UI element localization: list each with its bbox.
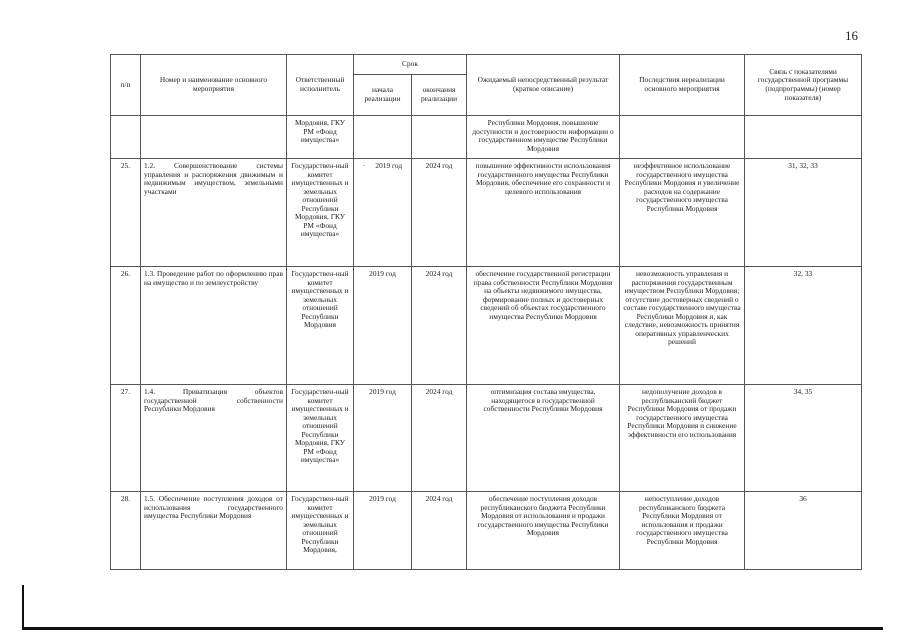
row-start: 2019 год bbox=[354, 267, 412, 385]
row-num bbox=[111, 116, 141, 159]
header-end: окончания реализации bbox=[412, 75, 467, 116]
row-num: 25. bbox=[111, 159, 141, 267]
row-name: 1.4. Приватизация объектов государственной собственности Республики Мордовия bbox=[141, 385, 287, 492]
row-indicators: 34, 35 bbox=[745, 385, 862, 492]
scan-edge-left bbox=[22, 585, 24, 629]
row-end: 2024 год bbox=[412, 492, 467, 570]
table-row bbox=[111, 492, 862, 570]
header-name: Номер и наименование основного мероприятия bbox=[141, 55, 287, 116]
header-result: Ожидаемый непосредственный результат (краткое описание) bbox=[467, 55, 620, 116]
row-executor: Мордовия, ГКУ РМ «Фонд имущества» bbox=[287, 116, 354, 159]
row-end: 2024 год bbox=[412, 385, 467, 492]
row-consequences: непоступление доходов республиканского бюджета Республики Мордовия от использования и продажи государственного имущества Республики Мордовия bbox=[620, 492, 745, 570]
row-result: обеспечение поступления доходов республиканского бюджета Республики Мордовия от использования и продажи государственного имущества Республики Мордовия bbox=[467, 492, 620, 570]
header-term: Срок bbox=[354, 55, 467, 75]
row-indicators bbox=[745, 116, 862, 159]
row-indicators: 31, 32, 33 bbox=[745, 159, 862, 267]
events-table bbox=[110, 54, 862, 570]
table-row bbox=[111, 385, 862, 492]
row-end: 2024 год bbox=[412, 267, 467, 385]
header-start: начала реализации bbox=[354, 75, 412, 116]
row-indicators: 32, 33 bbox=[745, 267, 862, 385]
row-executor: Государствен-ный комитет имущественных и земельных отношений Республики Мордовия, ГКУ РМ «Фонд имущества» bbox=[287, 385, 354, 492]
row-result: обеспечение государственной регистрации права собственности Республики Мордовия на объекты недвижимого имущества, формирование полных и достоверных сведений об объектах государственного имущества Республики Мордовия bbox=[467, 267, 620, 385]
row-name: 1.2. Совершенствование системы управления и распоряжения движимым и недвижимым имуществом, земельными участками bbox=[141, 159, 287, 267]
page-number: 16 bbox=[845, 28, 858, 43]
row-start bbox=[354, 159, 412, 267]
row-end bbox=[412, 116, 467, 159]
scan-edge-bottom bbox=[22, 627, 883, 630]
row-consequences: невозможность управления и распоряжения государственным имуществом Республики Мордовия; отсутствие достоверных сведений о составе государственного имущества Республики Мордовия и, как следствие, невозможность принятия оперативных управленческих решений bbox=[620, 267, 745, 385]
row-name: 1.5. Обеспечение поступления доходов от использования государственного имущества Республики Мордовия bbox=[141, 492, 287, 570]
row-result: повышение эффективности использования государственного имущества Республики Мордовия, обеспечение его сохранности и целевого использования bbox=[467, 159, 620, 267]
row-result: оптимизация состава имущества, находящегося в государственной собственности Республики Мордовия bbox=[467, 385, 620, 492]
row-num: 28. bbox=[111, 492, 141, 570]
table-row bbox=[111, 116, 862, 159]
header-consequences: Последствия нереализации основного мероприятия bbox=[620, 55, 745, 116]
row-start-value: 2019 год bbox=[375, 161, 403, 170]
row-start: 2019 год bbox=[354, 385, 412, 492]
row-consequences bbox=[620, 116, 745, 159]
header-row bbox=[111, 55, 862, 75]
row-name bbox=[141, 116, 287, 159]
row-num: 26. bbox=[111, 267, 141, 385]
row-executor: Государствен-ный комитет имущественных и земельных отношений Республики Мордовия, ГКУ РМ «Фонд имущества» bbox=[287, 159, 354, 267]
row-num: 27. bbox=[111, 385, 141, 492]
row-consequences: неэффективное использование государственного имущества Республики Мордовия и увеличение расходов на содержание государственного имущества Республики Мордовия bbox=[620, 159, 745, 267]
table-row bbox=[111, 267, 862, 385]
row-result: Республики Мордовия, повышение доступности и достоверности информации о государственном имуществе Республики Мордовия bbox=[467, 116, 620, 159]
stray-dot: · bbox=[362, 161, 366, 170]
table-row bbox=[111, 159, 862, 267]
row-start: 2019 год bbox=[354, 492, 412, 570]
row-executor: Государствен-ный комитет имущественных и земельных отношений Республики Мордовия, bbox=[287, 492, 354, 570]
row-consequences: недополучение доходов в республиканский бюджет Республики Мордовия от продажи государственного имущества Республики Мордовия и снижение эффективности его использования bbox=[620, 385, 745, 492]
row-indicators: 36 bbox=[745, 492, 862, 570]
row-start bbox=[354, 116, 412, 159]
header-executor: Ответственный исполнитель bbox=[287, 55, 354, 116]
row-end: 2024 год bbox=[412, 159, 467, 267]
row-executor: Государствен-ный комитет имущественных и земельных отношений Республики Мордовия bbox=[287, 267, 354, 385]
header-indicators: Связь с показателями государственной программы (подпрограммы) (номер показателя) bbox=[745, 55, 862, 116]
header-num: п/п bbox=[111, 55, 141, 116]
row-name: 1.3. Проведение работ по оформлению прав на имущество и по землеустройству bbox=[141, 267, 287, 385]
